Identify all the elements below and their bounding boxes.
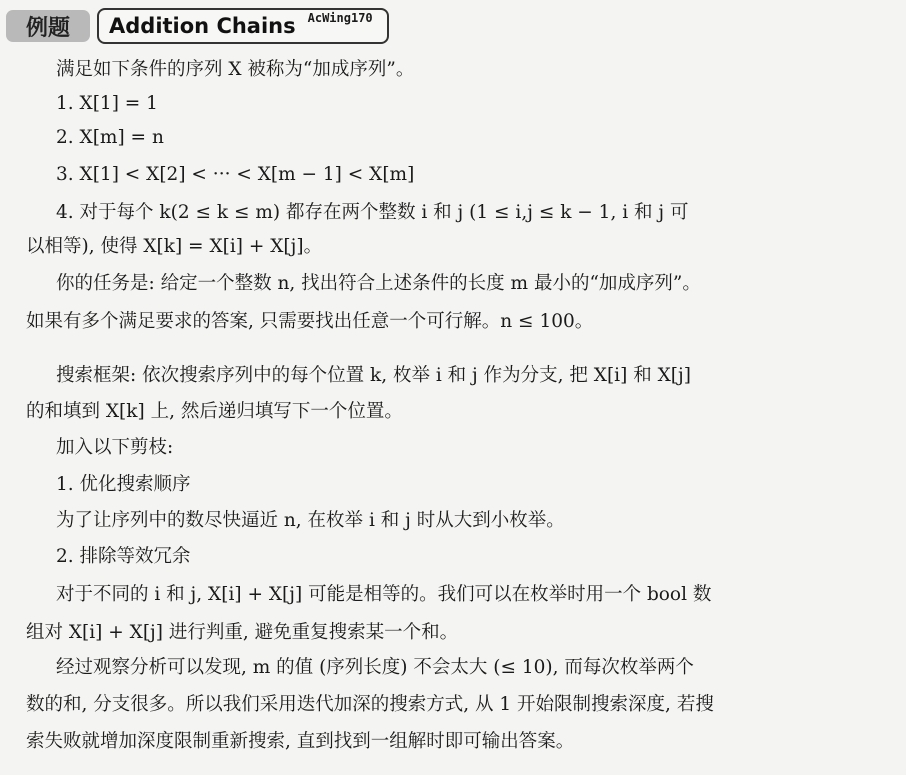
condition-2: 2. X[m] = n xyxy=(56,127,164,148)
pruning-2-cont: 组对 X[i] + X[j] 进行判重, 避免重复搜索某一个和。 xyxy=(26,622,459,643)
problem-code: AcWing170 xyxy=(307,11,373,25)
condition-4-cont: 以相等), 使得 X[k] = X[i] + X[j]。 xyxy=(26,236,323,257)
problem-title: Addition Chains xyxy=(109,14,296,38)
iterative-deepening-cont-1: 数的和, 分支很多。所以我们采用迭代加深的搜索方式, 从 1 开始限制搜索深度, 若搜 xyxy=(26,694,714,715)
problem-header xyxy=(6,8,389,44)
pruning-2-title: 2. 排除等效冗余 xyxy=(56,546,191,567)
iterative-deepening-cont-2: 索失败就增加深度限制重新搜索, 直到找到一组解时即可输出答案。 xyxy=(26,731,575,752)
condition-4: 4. 对于每个 k(2 ≤ k ≤ m) 都存在两个整数 i 和 j (1 ≤ i,j ≤ k − 1, i 和 j 可 xyxy=(56,202,689,223)
condition-3: 3. X[1] < X[2] < ··· < X[m − 1] < X[m] xyxy=(56,164,415,185)
search-framework-cont: 的和填到 X[k] 上, 然后递归填写下一个位置。 xyxy=(26,401,403,422)
condition-1: 1. X[1] = 1 xyxy=(56,93,158,114)
pruning-heading: 加入以下剪枝: xyxy=(56,437,174,458)
iterative-deepening-line: 经过观察分析可以发现, m 的值 (序列长度) 不会太大 (≤ 10), 而每次枚举两个 xyxy=(56,657,694,678)
problem-title-box xyxy=(97,8,389,44)
definition-line: 满足如下条件的序列 X 被称为“加成序列”。 xyxy=(56,59,415,80)
pruning-1-text: 为了让序列中的数尽快逼近 n, 在枚举 i 和 j 时从大到小枚举。 xyxy=(56,510,565,531)
pruning-1-title: 1. 优化搜索顺序 xyxy=(56,474,191,495)
pruning-2-text: 对于不同的 i 和 j, X[i] + X[j] 可能是相等的。我们可以在枚举时用一个 bool 数 xyxy=(56,584,712,605)
task-line: 你的任务是: 给定一个整数 n, 找出符合上述条件的长度 m 最小的“加成序列”。 xyxy=(56,273,701,294)
example-tag: 例题 xyxy=(6,10,90,42)
search-framework-line: 搜索框架: 依次搜索序列中的每个位置 k, 枚举 i 和 j 作为分支, 把 X[i] 和 X[j] xyxy=(56,365,691,386)
task-line-cont: 如果有多个满足要求的答案, 只需要找出任意一个可行解。n ≤ 100。 xyxy=(26,311,594,332)
